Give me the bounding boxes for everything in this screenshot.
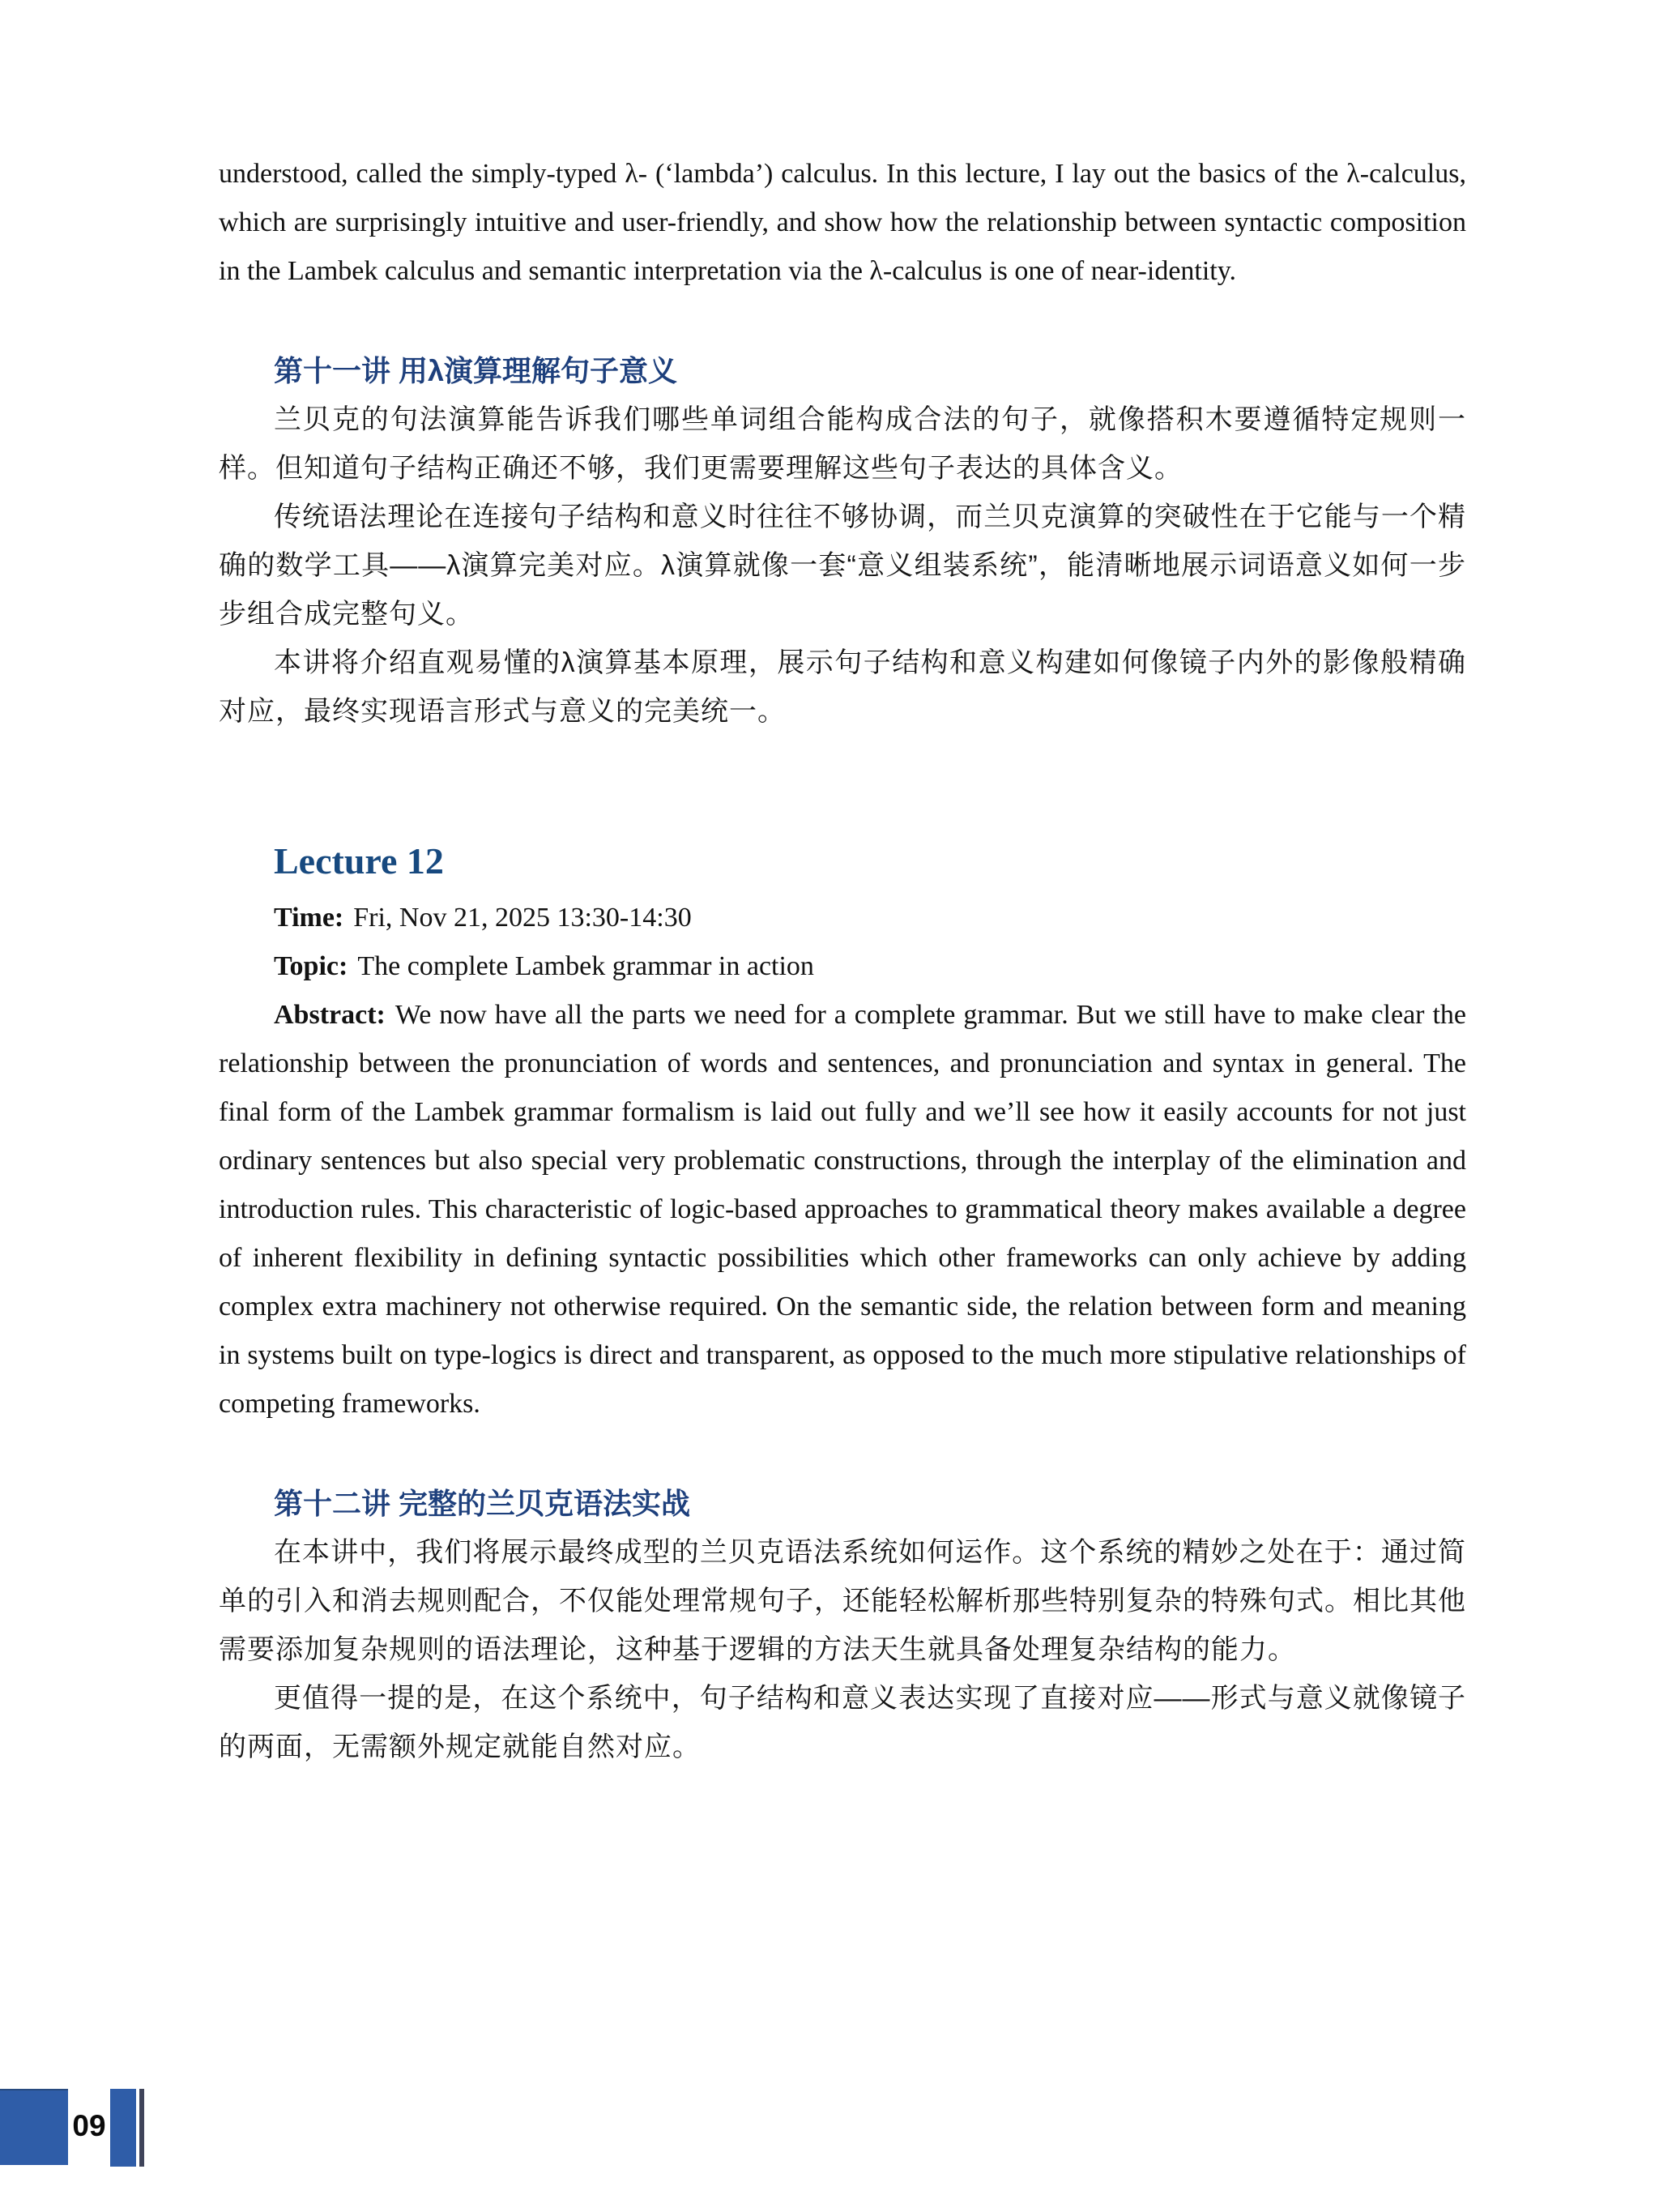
page-number: 09 — [72, 2109, 106, 2142]
footer-accent-square — [0, 2089, 68, 2165]
time-label: Time: — [274, 903, 344, 933]
abstract-text: We now have all the parts we need for a complete grammar. But we still have to make clear the relationship between the pronunciation of words and sentences, and pronunciation and syntax in general. The final form of the Lambek grammar formalism is laid out fully and we’ll see how it easily accounts for not just ordinary sentences but also special very problematic constructions, through the interplay of the elimination and introduction rules. This characteristic of logic-based approaches to grammatical theory makes available a degree of inherent flexibility in defining syntactic possibilities which other frameworks can only achieve by adding complex extra machinery not otherwise required. On the semantic side, the relation between form and meaning in systems built on type-logics is direct and transparent, as opposed to the much more stipulative relationships of competing frameworks. — [219, 1000, 1466, 1419]
lecture-12-cn-paragraph-1: 在本讲中，我们将展示最终成型的兰贝克语法系统如何运作。这个系统的精妙之处在于：通过简单的引入和消去规则配合，不仅能处理常规句子，还能轻松解析那些特别复杂的特殊句式。相比其他需要添加复杂规则的语法理论，这种基于逻辑的方法天生就具备处理复杂结构的能力。 — [219, 1537, 1466, 1665]
page-footer — [0, 2089, 211, 2167]
lecture-12-cn-paragraph-2: 更值得一提的是，在这个系统中，句子结构和意义表达实现了直接对应——形式与意义就像镜子的两面，无需额外规定就能自然对应。 — [219, 1683, 1466, 1762]
lecture-12-abstract — [219, 991, 1466, 1428]
lecture-11-cn-paragraph-3: 本讲将介绍直观易懂的λ演算基本原理，展示句子结构和意义构建如何像镜子内外的影像般精确对应，最终实现语言形式与意义的完美统一。 — [219, 647, 1466, 727]
footer-accent-line — [139, 2089, 144, 2167]
lecture-11-cn-paragraph-2: 传统语法理论在连接句子结构和意义时往往不够协调，而兰贝克演算的突破性在于它能与一个精确的数学工具——λ演算完美对应。λ演算就像一套“意义组装系统”，能清晰地展示词语意义如何一步步组合成完整句义。 — [219, 502, 1466, 630]
continuation-paragraph: understood, called the simply-typed λ- (‘lambda’) calculus. In this lecture, I lay out the basics of the λ-calculus, which are surprisingly intuitive and user-friendly, and show how the relationship between syntactic composition in the Lambek calculus and semantic interpretation via the λ-calculus is one of near-identity. — [219, 159, 1466, 286]
lecture-12-cn-heading: 第十二讲 完整的兰贝克语法实战 — [274, 1487, 691, 1520]
abstract-label: Abstract: — [274, 1000, 386, 1030]
lecture-11-cn-paragraph-1: 兰贝克的句法演算能告诉我们哪些单词组合能构成合法的句子，就像搭积木要遵循特定规则一样。但知道句子结构正确还不够，我们更需要理解这些句子表达的具体含义。 — [219, 404, 1466, 484]
topic-label: Topic: — [274, 951, 348, 981]
topic-value: The complete Lambek grammar in action — [357, 951, 814, 981]
footer-accent-bar — [110, 2089, 136, 2167]
time-value: Fri, Nov 21, 2025 13:30-14:30 — [353, 903, 692, 933]
lecture-11-cn-heading: 第十一讲 用λ演算理解句子意义 — [274, 354, 678, 387]
lecture-12-heading: Lecture 12 — [274, 840, 444, 882]
lecture-12-topic-line — [219, 942, 1466, 991]
lecture-12-time-line — [219, 894, 1466, 942]
page-content — [219, 0, 1466, 1771]
